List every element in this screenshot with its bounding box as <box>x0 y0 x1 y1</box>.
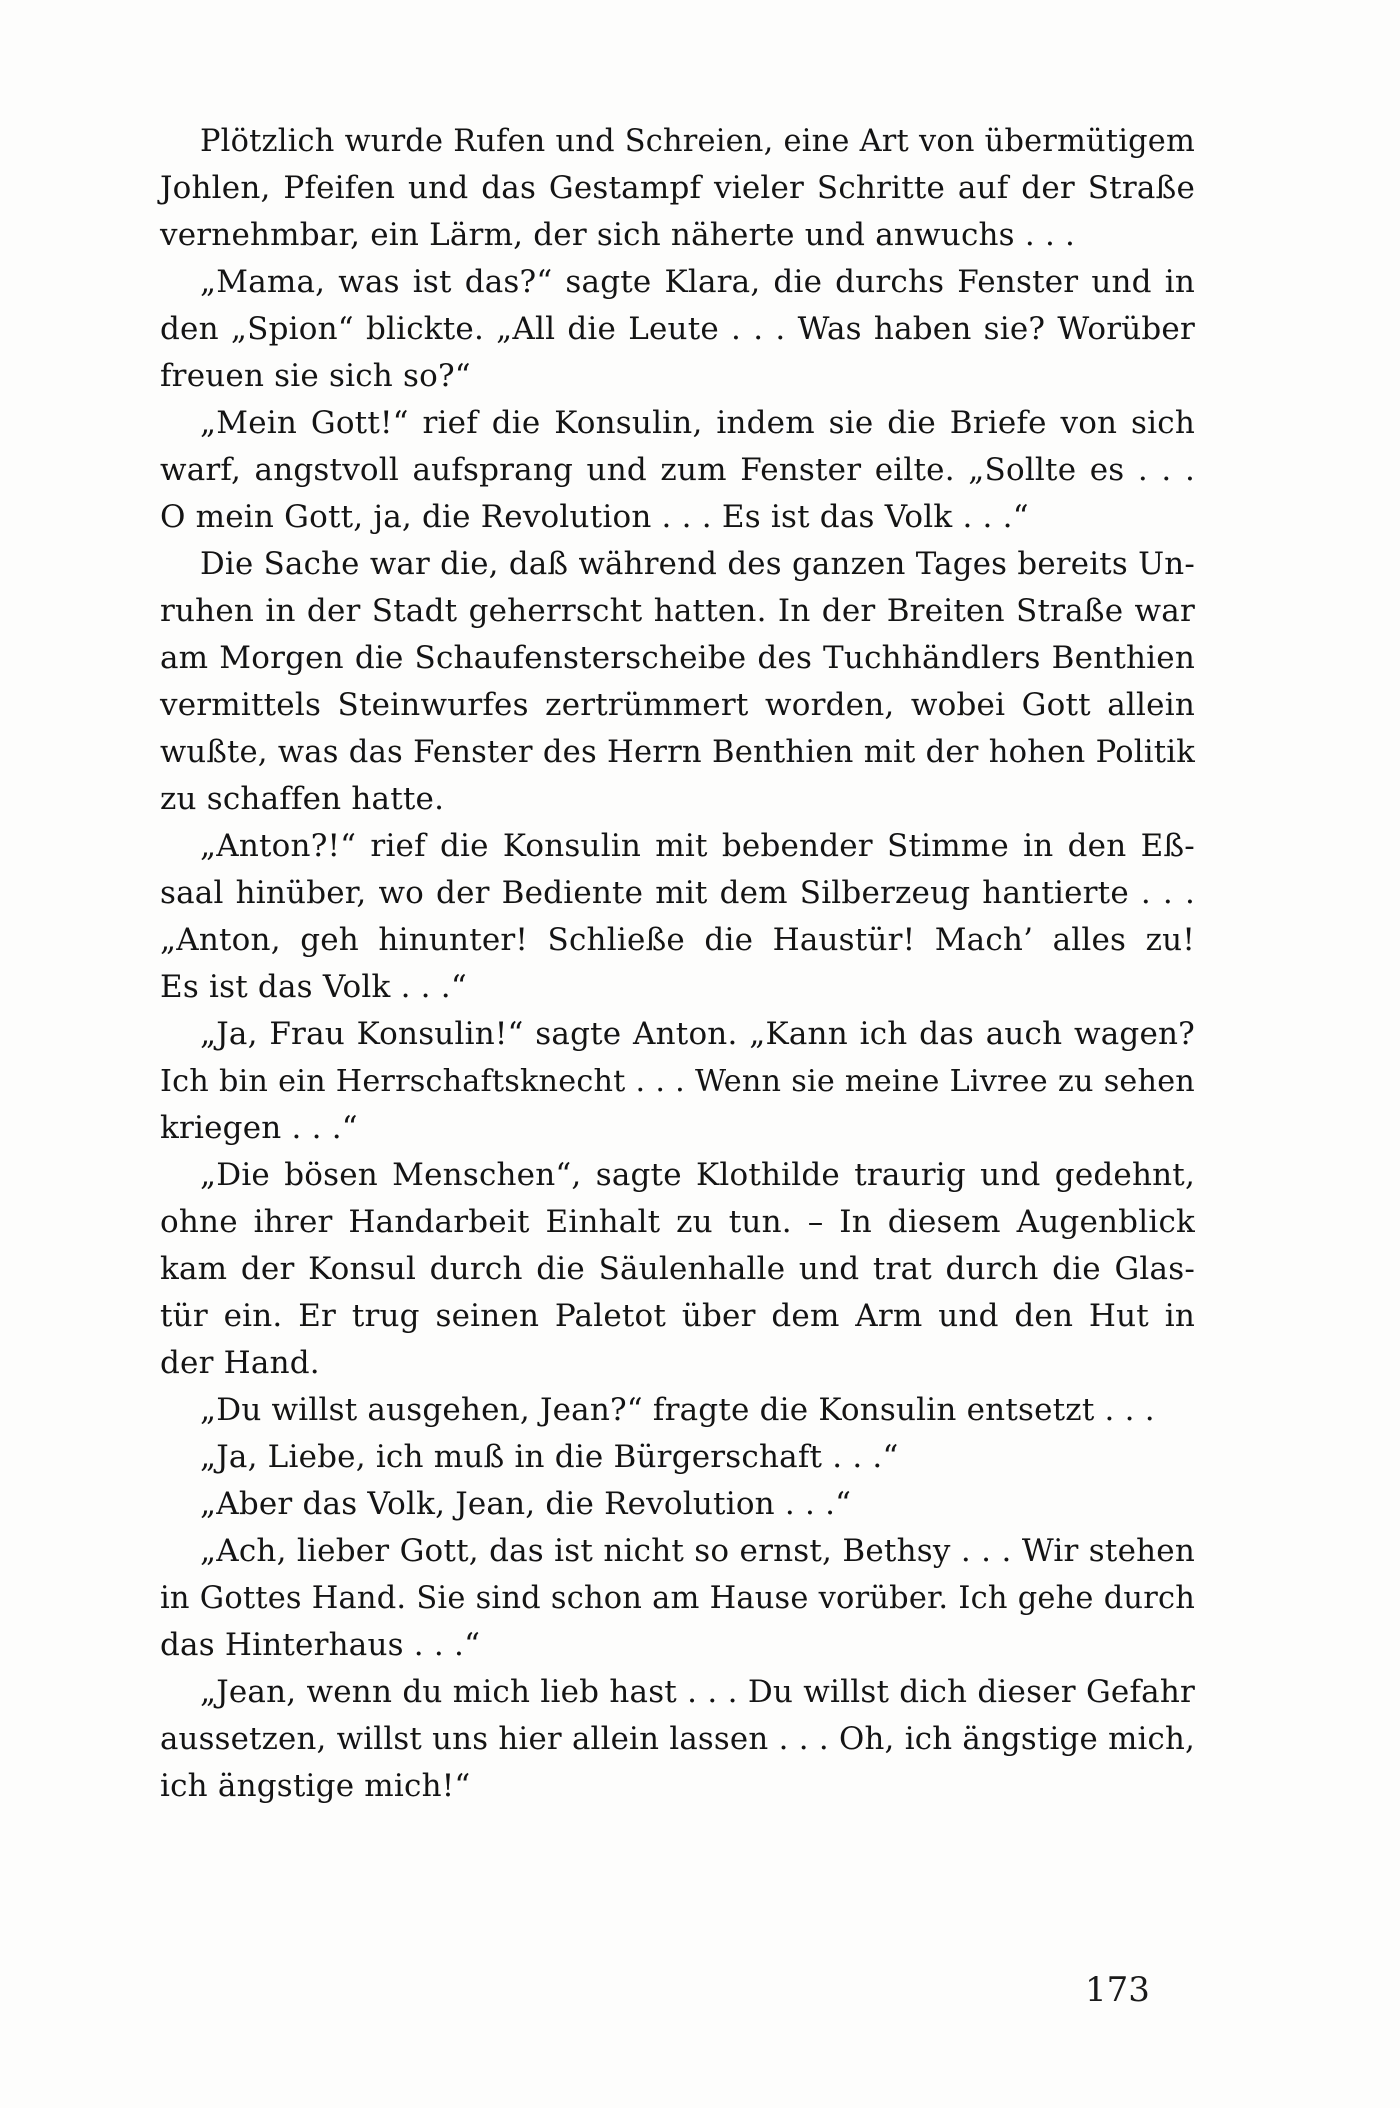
text-line: kam der Konsul durch die Säulenhalle und trat durch die Glas- <box>160 1251 1195 1287</box>
text-line: „Die bösen Menschen“, sagte Klothilde traurig und gedehnt, <box>200 1157 1195 1193</box>
text-line: wußte, was das Fenster des Herrn Benthien mit der hohen Politik <box>160 735 1195 770</box>
text-line: ich ängstige mich!“ <box>160 1768 471 1804</box>
text-line: „Jean, wenn du mich lieb hast . . . Du willst dich dieser Gefahr <box>200 1674 1195 1710</box>
text-line: Plötzlich wurde Rufen und Schreien, eine Art von übermütigem <box>200 124 1195 159</box>
text-line: zu schaffen hatte. <box>160 781 445 817</box>
text-line: ruhen in der Stadt geherrscht hatten. In der Breiten Straße war <box>160 593 1195 629</box>
text-line: vernehmbar, ein Lärm, der sich näherte und anwuchs . . . <box>160 217 1076 253</box>
text-line: Ich bin ein Herrschaftsknecht . . . Wenn sie meine Livree zu sehen <box>160 1064 1195 1099</box>
text-line: tür ein. Er trug seinen Paletot über dem Arm und den Hut in <box>160 1298 1195 1334</box>
text-line: saal hinüber, wo der Bediente mit dem Silberzeug hantierte . . . <box>160 875 1195 911</box>
text-line: „Du willst ausgehen, Jean?“ fragte die Konsulin entsetzt . . . <box>200 1392 1155 1428</box>
text-line: kriegen . . .“ <box>160 1110 358 1146</box>
text-line: Die Sache war die, daß während des ganzen Tages bereits Un- <box>200 546 1195 582</box>
paragraph <box>160 1152 1195 1387</box>
text-line: „Mein Gott!“ rief die Konsulin, indem sie die Briefe von sich <box>200 405 1195 441</box>
paragraph <box>160 400 1195 541</box>
text-line: ohne ihrer Handarbeit Einhalt zu tun. – In diesem Augenblick <box>160 1204 1195 1240</box>
text-line: warf, angstvoll aufsprang und zum Fenster eilte. „Sollte es . . . <box>160 452 1195 488</box>
text-line: vermittels Steinwurfes zertrümmert worden, wobei Gott allein <box>160 687 1195 723</box>
text-line: das Hinterhaus . . .“ <box>160 1627 481 1663</box>
paragraph <box>160 541 1195 823</box>
paragraph <box>160 118 1195 259</box>
text-line: „Aber das Volk, Jean, die Revolution . . .“ <box>200 1486 852 1522</box>
text-line: in Gottes Hand. Sie sind schon am Hause vorüber. Ich gehe durch <box>160 1581 1195 1616</box>
page-number: 173 <box>1085 1970 1150 2010</box>
paragraph <box>160 1011 1195 1152</box>
text-line: „Anton?!“ rief die Konsulin mit bebender Stimme in den Eß- <box>200 828 1195 864</box>
text-line: „Ach, lieber Gott, das ist nicht so ernst, Bethsy . . . Wir stehen <box>200 1533 1195 1569</box>
text-line: Es ist das Volk . . .“ <box>160 969 467 1005</box>
text-line: aussetzen, willst uns hier allein lassen . . . Oh, ich ängstige mich, <box>160 1721 1195 1757</box>
text-line: „Anton, geh hinunter! Schließe die Haustür! Mach’ alles zu! <box>160 922 1195 958</box>
paragraph <box>160 1434 1195 1481</box>
text-line: freuen sie sich so?“ <box>160 358 471 394</box>
text-line: „Mama, was ist das?“ sagte Klara, die durchs Fenster und in <box>200 264 1195 300</box>
text-line: O mein Gott, ja, die Revolution . . . Es ist das Volk . . .“ <box>160 499 1029 535</box>
text-line: Johlen, Pfeifen und das Gestampf vieler Schritte auf der Straße <box>160 170 1195 206</box>
text-line: der Hand. <box>160 1345 320 1381</box>
body-text <box>160 118 1195 1810</box>
paragraph <box>160 823 1195 1011</box>
text-line: „Ja, Liebe, ich muß in die Bürgerschaft . . .“ <box>200 1439 899 1475</box>
paragraph <box>160 259 1195 400</box>
paragraph <box>160 1669 1195 1810</box>
text-line: „Ja, Frau Konsulin!“ sagte Anton. „Kann ich das auch wagen? <box>200 1016 1195 1052</box>
text-line: den „Spion“ blickte. „All die Leute . . . Was haben sie? Worüber <box>160 311 1195 347</box>
paragraph <box>160 1481 1195 1528</box>
paragraph <box>160 1528 1195 1669</box>
text-line: am Morgen die Schaufensterscheibe des Tuchhändlers Benthien <box>160 640 1195 676</box>
paragraph <box>160 1387 1195 1434</box>
